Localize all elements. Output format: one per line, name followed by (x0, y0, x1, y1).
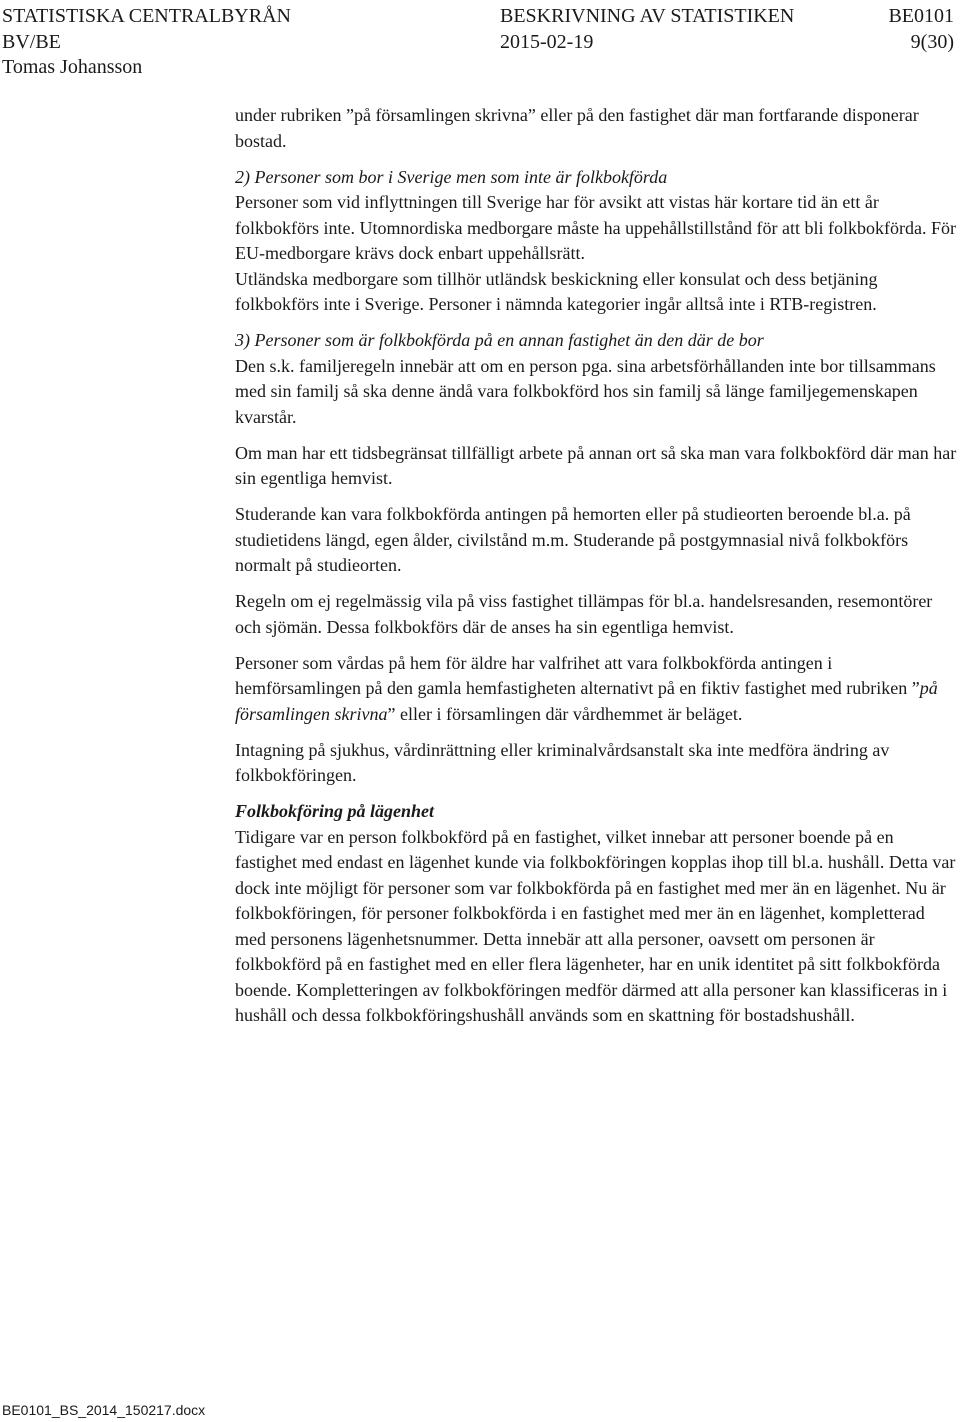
header-document-id: BE0101 (888, 5, 954, 27)
paragraph-continuation: under rubriken ”på församlingen skrivna” eller på den fastighet där man fortfarande disponerar bostad. (235, 105, 919, 151)
header-unit: BV/BE (2, 31, 61, 53)
paragraph-hospital: Intagning på sjukhus, vårdinrättning eller kriminalvårdsanstalt ska inte medföra ändring av folkbokföringen. (235, 739, 890, 785)
header-organization: STATISTISKA CENTRALBYRÅN (2, 5, 291, 27)
paragraph-regular-rest-rule: Regeln om ej regelmässig vila på viss fastighet tillämpas för bl.a. handelsresanden, resemontörer och sjömän. Dessa folkbokförs där de anses ha sin egentliga hemvist. (235, 591, 933, 637)
header-page-number: 9(30) (910, 31, 954, 53)
elderly-care-text-end: ” eller i församlingen där vårdhemmet är beläget. (387, 703, 743, 724)
paragraph-elderly-care (235, 651, 957, 728)
section-3 (235, 328, 957, 430)
elderly-care-italic: på församlingen skrivna (235, 678, 938, 724)
header-document-type: BESKRIVNING AV STATISTIKEN (500, 5, 795, 27)
header-date: 2015-02-19 (500, 31, 594, 53)
section-3-text: Den s.k. familjeregeln innebär att om en person pga. sina arbetsförhållanden inte bor tillsammans med sin familj så ska denne ändå vara folkbokförd hos sin familj så länge familjegemenskapen kvarstår. (235, 355, 936, 427)
paragraph-foreign-missions: Utländska medborgare som tillhör utländsk beskickning eller konsulat och dess betjäning folkbokförs inte i Sverige. Personer i nämnda kategorier ingår alltså inte i RTB-registren. (235, 268, 878, 314)
document-body (235, 103, 957, 1039)
paragraph-temporary-work: Om man har ett tidsbegränsat tillfälligt arbete på annan ort så ska man vara folkbokförd där man har sin egentliga hemvist. (235, 442, 957, 488)
apartment-heading: Folkbokföring på lägenhet (235, 801, 435, 821)
section-apartment (235, 799, 957, 1029)
apartment-text: Tidigare var en person folkbokförd på en fastighet, vilket innebar att personer boende på en fastighet med endast en lägenhet kunde via folkbokföringen kopplas ihop till bl.a. hushåll. Detta var dock inte möjligt för personer som var folkbokförda på en fastighet med mer än en lägenhet. Nu är folkbokföringen, för personer folkbokförda i en fastighet med mer än en lägenhet, kompletterad med personens lägenhetsnummer. Detta innebär att alla personer, oavsett om personen är folkbokförd på en fastighet med en eller flera lägenheter, har en unik identitet på sitt folkbokförda boende. Kompletteringen av folkbokföringen medför därmed att alla personer kan klassificeras in i hushåll och dessa folkbokföringshushåll används som en skattning för bostadshushåll. (235, 826, 956, 1025)
section-2-text: Personer som vid inflyttningen till Sverige har för avsikt att vistas här kortare tid än ett år folkbokförs inte. Utomnordiska medborgare måste ha uppehållstillstånd för att bli folkbokförda. För EU-medborgare krävs dock enbart uppehållsrätt. (235, 192, 957, 263)
paragraph-students: Studerande kan vara folkbokförda antingen på hemorten eller på studieorten beroende bl.a. på studietidens längd, egen ålder, civilstånd m.m. Studerande på postgymnasial nivå folkbokförs normalt på studieorten. (235, 504, 911, 575)
section-3-heading: 3) Personer som är folkbokförda på en annan fastighet än den där de bor (235, 330, 764, 350)
section-2 (235, 165, 957, 267)
header-author: Tomas Johansson (2, 56, 143, 78)
footer-filename: BE0101_BS_2014_150217.docx (2, 1402, 206, 1418)
elderly-care-text-start: Personer som vårdas på hem för äldre har valfrihet att vara folkbokförda antingen i hemförsamlingen på den gamla hemfastigheten alternativt på en fiktiv fastighet med rubriken ” (235, 652, 920, 698)
section-2-heading: 2) Personer som bor i Sverige men som inte är folkbokförda (235, 166, 668, 187)
